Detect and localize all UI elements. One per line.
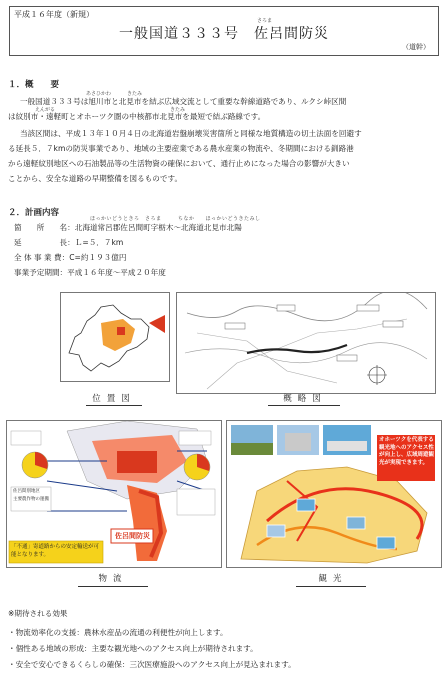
plan-row-length	[14, 237, 123, 248]
plan-row-location	[14, 222, 242, 233]
location-map	[60, 292, 170, 382]
plan-row-cost	[14, 252, 126, 263]
effects-heading: ※期待される効果	[8, 609, 68, 618]
plan-row-period	[14, 267, 166, 278]
caption-underline	[296, 586, 366, 587]
tourism-callout: オホーツクを代表する観光地へのアクセス性が向上し、広域周遊観光が実現できます。	[379, 437, 435, 466]
plan-heading: ２．計画内容	[8, 208, 60, 218]
plan-value: C=約１９３億円	[69, 253, 127, 262]
outline-map-graphic	[177, 293, 435, 393]
caption-underline	[268, 405, 340, 406]
logistics-caption: 物流	[98, 574, 128, 584]
tourism-figure	[226, 420, 442, 568]
title-ruby: さろま	[257, 18, 273, 24]
effect-item: ・個性ある地域の形成：主要な観光地へのアクセス向上が期待されます。	[8, 644, 258, 653]
plan-label: 事業予定期間：	[14, 268, 68, 277]
effect-item: ・物流効率化の支援：農林水産品の流通の利便性が向上します。	[8, 628, 228, 637]
plan-value: Ｌ=５．７km	[74, 238, 124, 247]
ruby-kitami: きたみ	[127, 91, 143, 97]
tourism-caption: 観光	[318, 574, 348, 584]
outline-map	[176, 292, 436, 394]
overview-line: は紋別市・遠軽町とオホーツク圏の中核都市北見市を最短で結ぶ路線です。	[8, 112, 266, 121]
project-label: 佐呂間防災	[115, 532, 150, 540]
overview-line: 一般国道３３３号は旭川市と北見市を結ぶ広域交流として重要な幹線道路であり、ルクシ峠区間	[20, 97, 347, 106]
overview-paragraph-1	[8, 94, 440, 124]
plan-value: 北海道常呂郡佐呂間町字栃木～北海道北見市北陽	[74, 223, 242, 232]
logistics-warning: 「不通」寄道路からの安定輸送が可能となります。	[11, 544, 100, 558]
caption-underline	[78, 586, 148, 587]
location-map-caption: 位置図	[92, 394, 136, 404]
office-tag: （道幹）	[402, 43, 430, 51]
page-title: 一般国道３３３号 佐呂間防災	[119, 26, 329, 42]
overview-line: ことから、安全な道路の早期整備を図るものです。	[8, 174, 183, 183]
ruby-engaru: えんがる	[35, 107, 56, 113]
logistics-note: 佐呂間別地区	[13, 489, 40, 494]
logistics-note: 主要農作物の運搬	[13, 497, 49, 502]
plan-label: 延 長：	[14, 238, 75, 247]
plan-label: 全 体 事 業 費：	[14, 253, 70, 262]
plan-label: 箇 所 名：	[14, 223, 75, 232]
overview-paragraph-2	[8, 126, 444, 186]
outline-map-caption: 概略図	[283, 394, 327, 404]
overview-line: から遠軽紋別地区への石油製品等の生活物資の確保において、通行止めになった場合の影響が大きい	[8, 159, 350, 168]
hokkaido-map-graphic	[61, 293, 169, 381]
header-box	[9, 6, 439, 56]
logistics-figure	[6, 420, 222, 568]
overview-line: 当該区間は、平成１３年１０月４日の北海道岩盤崩壊災害箇所と同様な地質構造の切土法面を回避す	[20, 129, 362, 138]
ruby-kitami-2: きたみ	[170, 107, 186, 113]
overview-heading: １．概 要	[8, 80, 60, 90]
ruby-asahikawa: あさひかわ	[86, 91, 112, 97]
overview-line: る延長５．７kmの防災事業であり、地域の主要産業である農水産業の物流や、冬期間における釧路港	[8, 144, 354, 153]
caption-underline	[86, 405, 142, 406]
plan-ruby: ほっかいどうときろ さろま ちなか ほっかいどうきたみし	[90, 216, 261, 222]
plan-value: 平成１６年度～平成２０年度	[67, 268, 166, 277]
effect-item: ・安全で安心できるくらしの確保：三次医療施設へのアクセス向上が見込まれます。	[8, 660, 296, 669]
year-tag: 平成１６年度（新規）	[14, 10, 94, 19]
